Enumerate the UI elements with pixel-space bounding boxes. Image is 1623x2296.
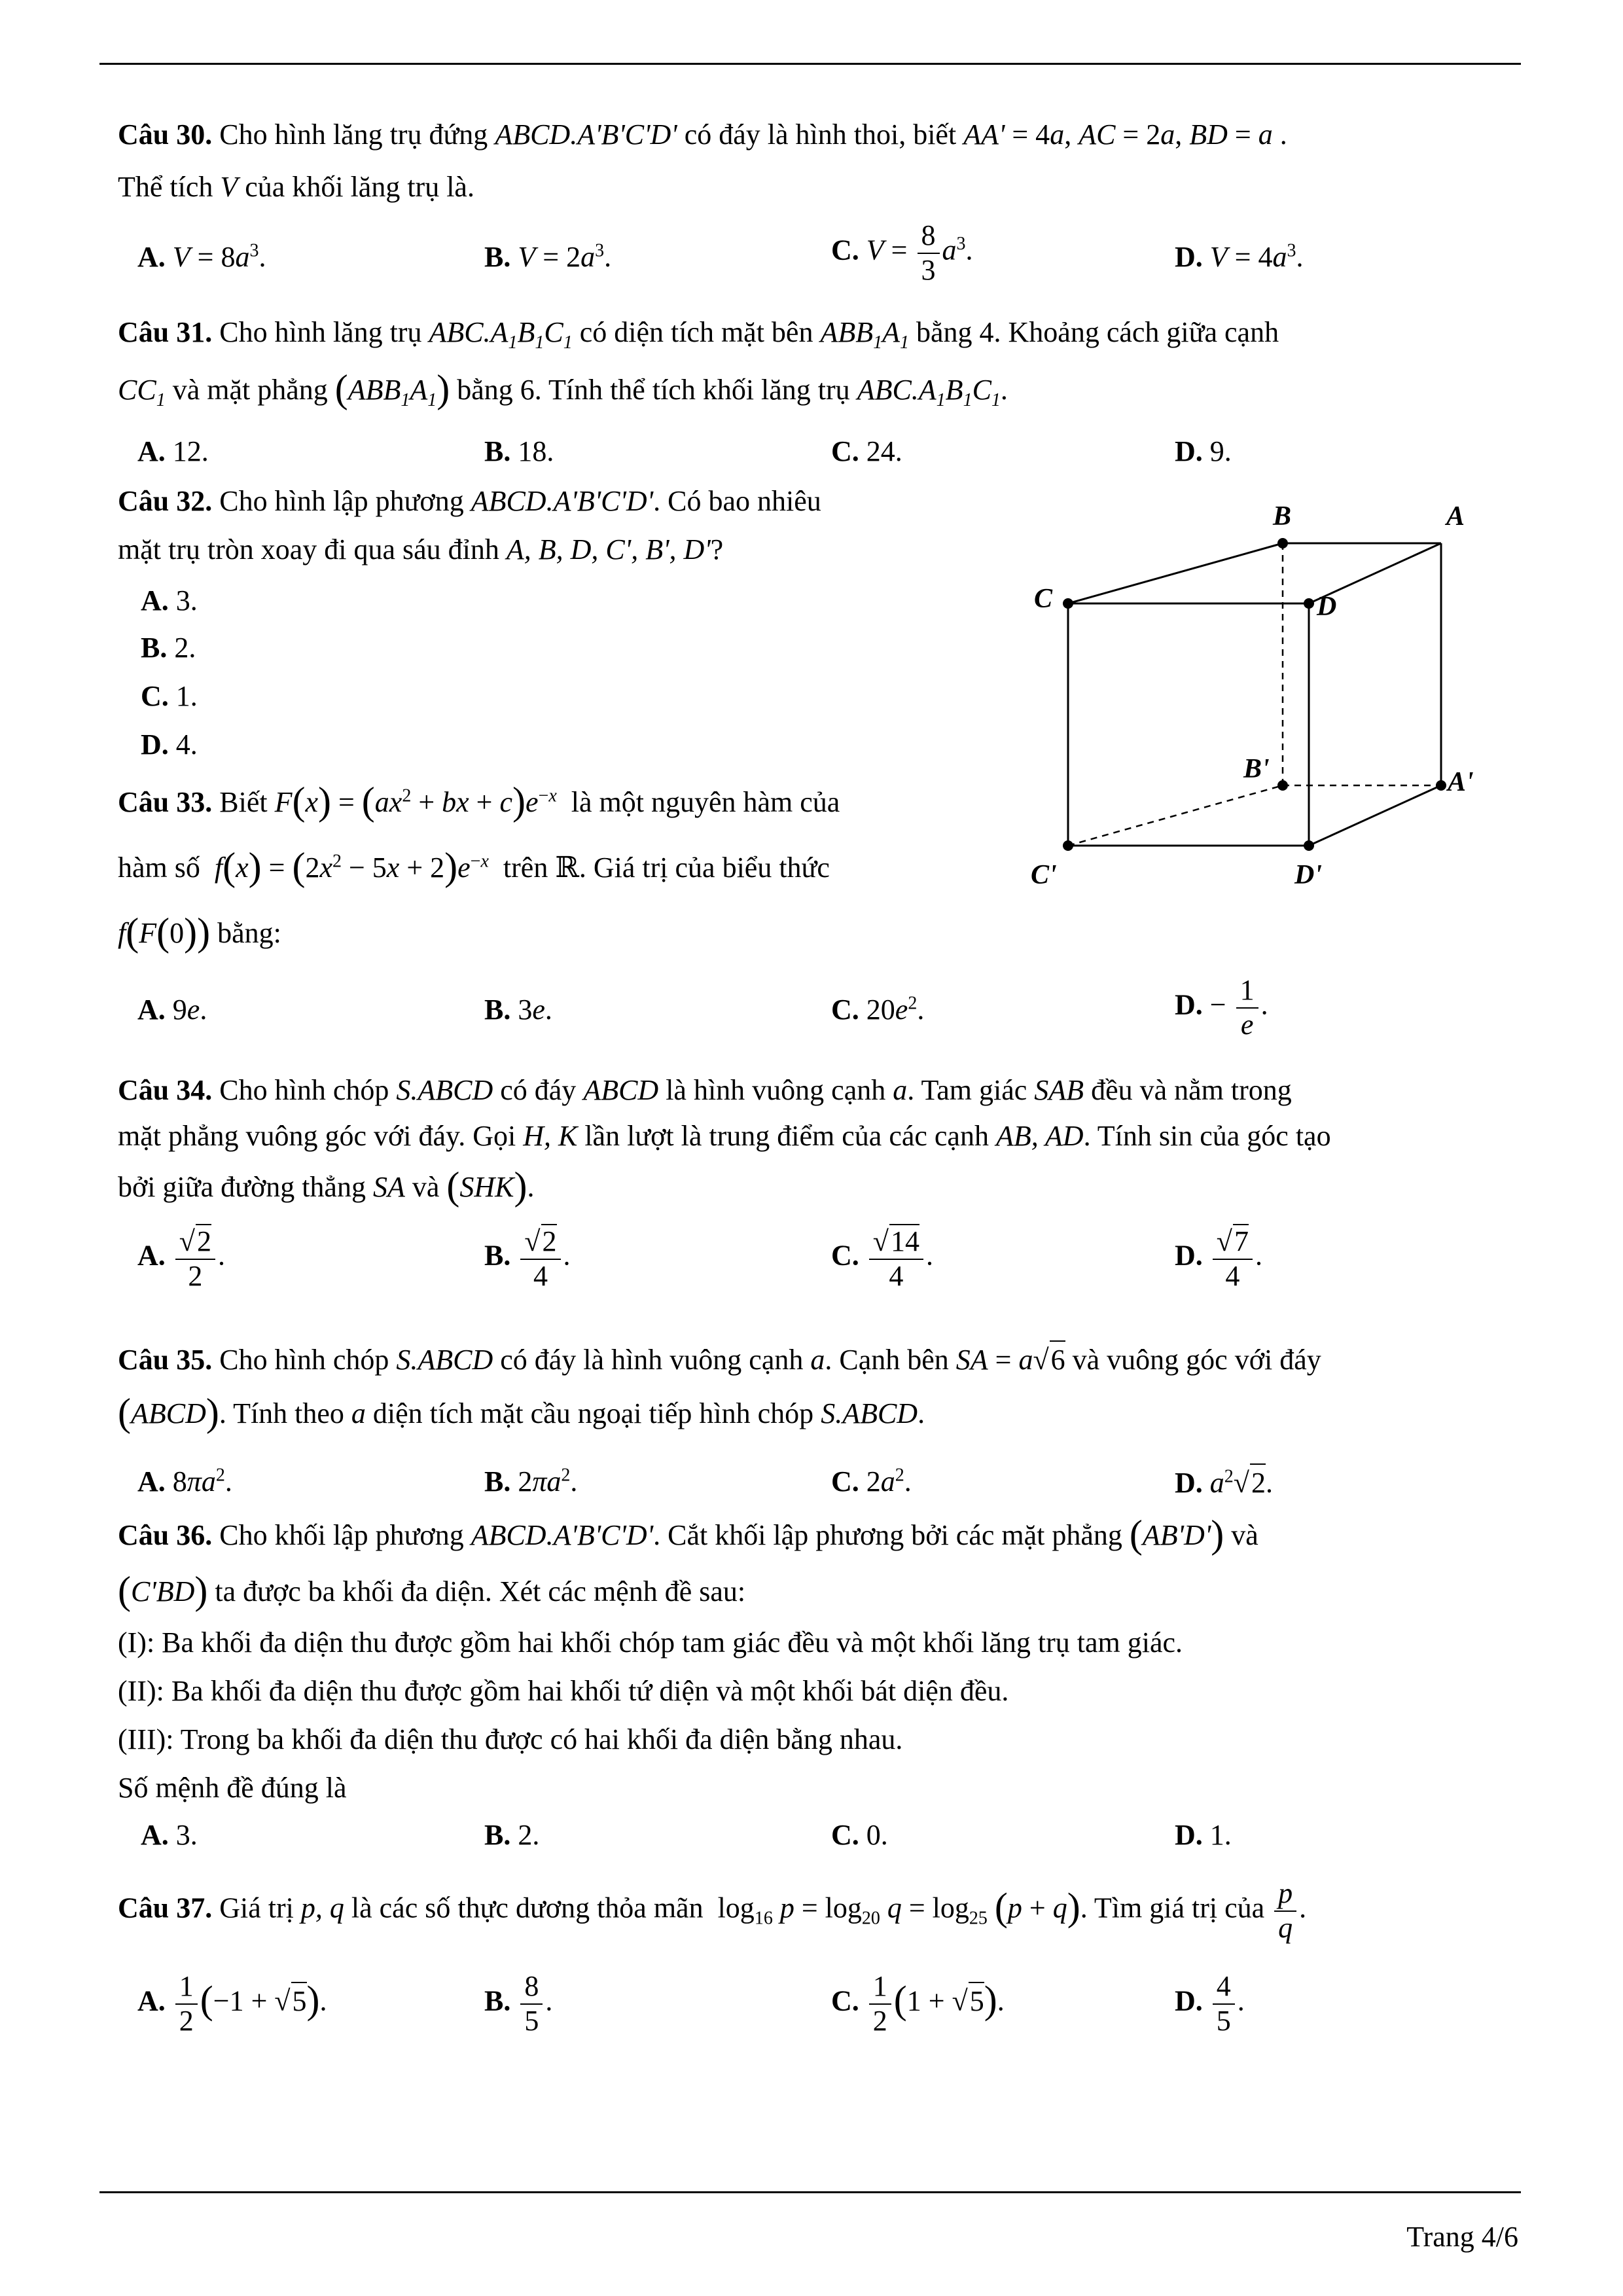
q32-option-d[interactable]: D. 4. [141,728,198,761]
edge-c1-b1-hidden [1068,785,1283,846]
fraction: $\frac{p}{q}$ [1274,1877,1296,1945]
q31-option-b[interactable]: B. 18. [484,435,554,467]
q32-line1: Câu 32. Cho hình lập phương ABCD.A'B'C'D'. Có bao nhiêu [118,485,821,517]
q33-line1: Câu 33. Biết $F(x) = (ax^2$ + bx + $c)e^{-x}$ là một nguyên hàm của [118,780,840,823]
q31-option-c[interactable]: C. 24. [831,435,902,467]
q35-number: Câu 35. [118,1344,213,1376]
fraction: $\frac{8}{5}$ [520,1970,543,2037]
label-a1: A' [1448,767,1474,797]
label-b1: B' [1243,754,1270,784]
q36-option-a[interactable]: A. 3. [141,1819,198,1851]
fraction: $\frac{√7}{4}$ [1213,1224,1253,1293]
q32-line2: mặt trụ tròn xoay đi qua sáu đỉnh A, B, D, C', B', D'? [118,533,724,565]
bottom-rule [99,2191,1521,2193]
q33-option-c[interactable]: C. $20e^2$. [831,993,925,1026]
q32-option-c[interactable]: C. 1. [141,680,198,712]
q35-option-b[interactable]: B. $2\pi a^2$. [484,1465,578,1498]
q36-line1: Câu 36. Cho khối lập phương ABCD.A'B'C'D'. Cắt khối lập phương bởi các mặt phẳng (AB'D') và [118,1513,1258,1556]
q36-option-d[interactable]: D. 1. [1175,1819,1232,1851]
q33-option-b[interactable]: B. 3e. [484,994,552,1026]
q37-option-b[interactable]: B. $\frac{8}{5}$ . [484,1970,553,2037]
edge-c-b [1068,543,1283,603]
q34-option-d[interactable]: D. $\frac{√7}{4}$ . [1175,1225,1262,1292]
q34-option-b[interactable]: B. $\frac{√2}{4}$ . [484,1225,571,1292]
vertex-b-dot [1277,538,1288,548]
vertex-c-dot [1063,598,1073,609]
q34-option-a[interactable]: A. $\frac{√2}{2}$ . [137,1225,225,1292]
q31-line1: Câu 31. Cho hình lăng trụ $ABC.A_1B_1C_1$ có diện tích mặt bên $ABB_1A_1$ bằng 4. Khoảng cách giữa cạnh [118,316,1279,353]
q31-option-d[interactable]: D. 9. [1175,435,1232,467]
q36-statement-1: (I): Ba khối đa diện thu được gồm hai khối chóp tam giác đều và một khối lăng trụ tam giác. [118,1626,1183,1659]
q32-option-b[interactable]: B. 2. [141,632,196,664]
q34-line2: mặt phẳng vuông góc với đáy. Gọi H, K lần lượt là trung điểm của các cạnh AB, AD. Tính sin của góc tạo [118,1120,1331,1152]
q36-number: Câu 36. [118,1519,213,1551]
q30-option-c[interactable]: C. V = $\frac{8}{3}$ $a^3$. [831,219,973,286]
q34-line1: Câu 34. Cho hình chóp S.ABCD có đáy ABCD là hình vuông cạnh a. Tam giác SAB đều và nằm trong [118,1074,1292,1106]
q35-line1: Câu 35. Cho hình chóp S.ABCD có đáy là hình vuông cạnh a. Cạnh bên SA = a√6 và vuông góc với đáy [118,1340,1321,1378]
q35-option-a[interactable]: A. $8\pi a^2$. [137,1465,232,1498]
q31-option-a[interactable]: A. 12. [137,435,209,467]
fraction: $\frac{1}{e}$ [1236,974,1258,1041]
fraction: $\frac{√2}{2}$ [175,1224,215,1293]
q35-line2: (ABCD). Tính theo a diện tích mặt cầu ngoại tiếp hình chóp S.ABCD. [118,1391,925,1434]
label-b: B [1273,501,1292,531]
label-a: A [1446,501,1465,531]
q34-line3: bởi giữa đường thẳng SA và (SHK). [118,1164,535,1208]
q35-option-c[interactable]: C. $2a^2$. [831,1465,912,1498]
q30-number: Câu 30. [118,118,213,151]
label-c1: C' [1031,860,1057,890]
q36-line2: (C'BD) ta được ba khối đa diện. Xét các mệnh đề sau: [118,1569,746,1612]
q33-line3: f(F(0)) bằng: [118,910,281,954]
q36-prompt: Số mệnh đề đúng là [118,1772,347,1804]
label-d: D [1317,592,1337,622]
q36-option-c[interactable]: C. 0. [831,1819,888,1851]
q30-option-d[interactable]: D. $V = 4a^3$. [1175,240,1304,273]
fraction: $\frac{1}{2}$ [175,1970,198,2037]
label-c: C [1034,584,1053,614]
q32-option-a[interactable]: A. 3. [141,584,198,617]
q35-option-d[interactable]: D. $a^2√2$. [1175,1463,1273,1501]
top-rule [99,63,1521,65]
q30-option-b[interactable]: B. $V = 2a^3$. [484,240,612,273]
q34-number: Câu 34. [118,1074,213,1106]
vertex-d-dot [1304,598,1314,609]
q36-statement-2: (II): Ba khối đa diện thu được gồm hai khối tứ diện và một khối bát diện đều. [118,1675,1009,1707]
cube-figure [1021,497,1492,890]
vertex-c1-dot [1063,840,1073,851]
q37-option-a[interactable]: A. $\frac{1}{2}$ (−1 + √5). [137,1970,327,2037]
q37-line1: Câu 37. Giá trị p, q là các số thực dương thỏa mãn $\log_{16} p = \log_{20} q = \log_{25} (p + q)$. Tìm giá trị của $\frac{p}{q}$ . [118,1877,1307,1944]
page-number: Trang 4/6 [1406,2221,1518,2253]
vertex-d1-dot [1304,840,1314,851]
vertex-b1-dot [1277,780,1288,791]
fraction: $\frac{√14}{4}$ [869,1224,923,1293]
q30-line1: Câu 30. Cho hình lăng trụ đứng ABCD.A'B'C'D' có đáy là hình thoi, biết AA' = 4a, AC = 2a, BD = a . [118,118,1287,151]
q37-option-c[interactable]: C. $\frac{1}{2}$ (1 + √5). [831,1970,1005,2037]
q34-option-c[interactable]: C. $\frac{√14}{4}$ . [831,1225,933,1292]
vertex-a1-dot [1436,780,1446,791]
q31-number: Câu 31. [118,316,213,348]
q32-number: Câu 32. [118,485,213,517]
q33-line2: hàm số $f(x) = (2x^2 - 5x + 2)e^{-x}$ trên ℝ. Giá trị của biểu thức [118,845,830,888]
q31-line2: $CC_1$ và mặt phẳng $(ABB_1A_1)$ bằng 6. Tính thể tích khối lăng trụ $ABC.A_1B_1C_1$. [118,367,1008,410]
q30-line2: Thể tích V của khối lăng trụ là. [118,171,474,203]
q37-number: Câu 37. [118,1892,213,1924]
edge-d1-a1 [1309,785,1441,846]
q30-option-a[interactable]: A. $V = 8a^3$. [137,240,266,273]
fraction: $\frac{8}{3}$ [918,219,940,287]
label-d1: D' [1294,860,1322,890]
q33-number: Câu 33. [118,786,213,818]
q36-statement-3: (III): Trong ba khối đa diện thu được có hai khối đa diện bằng nhau. [118,1723,903,1755]
q37-option-d[interactable]: D. $\frac{4}{5}$ . [1175,1970,1245,2037]
q33-option-d[interactable]: D. − $\frac{1}{e}$ . [1175,974,1268,1041]
fraction: $\frac{1}{2}$ [869,1970,891,2037]
fraction: $\frac{4}{5}$ [1213,1970,1235,2037]
q33-option-a[interactable]: A. 9e. [137,994,207,1026]
q36-option-b[interactable]: B. 2. [484,1819,540,1851]
fraction: $\frac{√2}{4}$ [520,1224,560,1293]
